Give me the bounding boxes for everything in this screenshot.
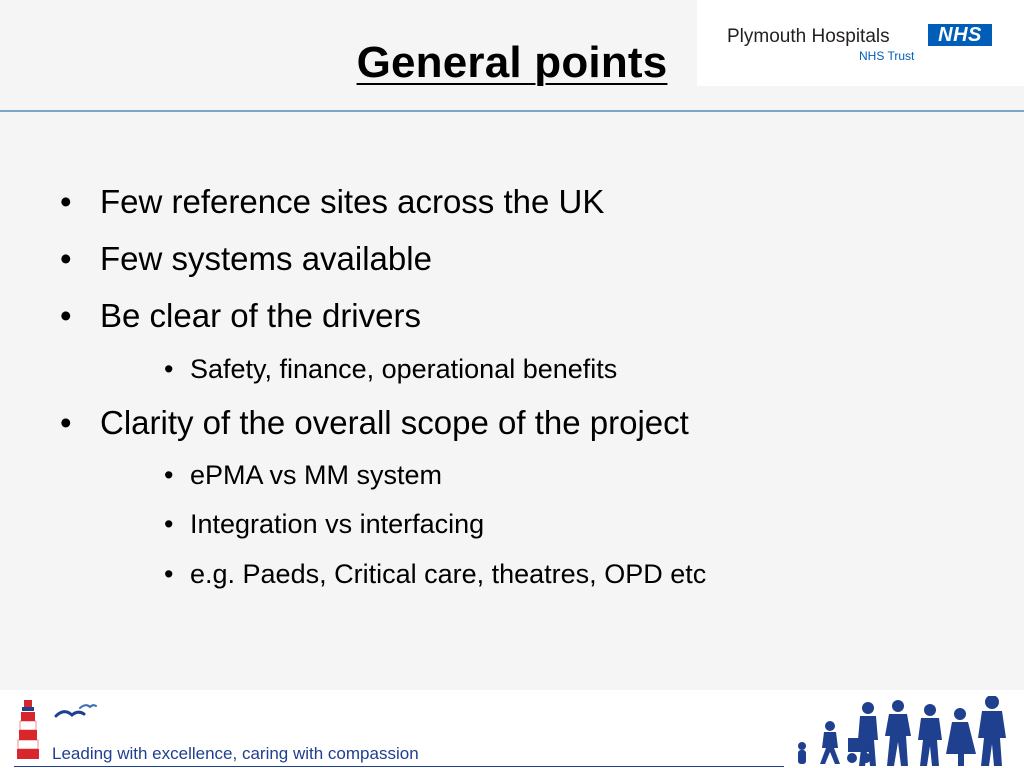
bullet-dot: • bbox=[60, 240, 72, 277]
bullet-dot: • bbox=[164, 509, 174, 539]
bullet-text: Few systems available bbox=[100, 240, 432, 277]
bullet-dot: • bbox=[164, 559, 174, 589]
bullet-text: e.g. Paeds, Critical care, theatres, OPD etc bbox=[190, 559, 707, 589]
bullet-text: ePMA vs MM system bbox=[190, 460, 443, 490]
slide-title: General points bbox=[356, 38, 668, 87]
birds-icon bbox=[54, 702, 98, 724]
footer-divider bbox=[14, 766, 784, 767]
bullet-dot: • bbox=[60, 404, 72, 441]
logo-hospital-name: Plymouth Hospitals bbox=[727, 26, 890, 47]
bullet-dot: • bbox=[164, 354, 174, 384]
bullet-text: Few reference sites across the UK bbox=[100, 183, 605, 220]
bullet-dot: • bbox=[60, 183, 72, 220]
nhs-badge: NHS bbox=[928, 24, 992, 46]
bullet-dot: • bbox=[60, 297, 72, 334]
logo-trust-name: NHS Trust bbox=[859, 49, 915, 63]
family-silhouettes-icon bbox=[790, 696, 1014, 768]
bullet-text: Integration vs interfacing bbox=[190, 509, 485, 539]
bullet-text: Be clear of the drivers bbox=[100, 297, 421, 334]
bullet-text: Safety, finance, operational benefits bbox=[190, 354, 618, 384]
footer-tagline: Leading with excellence, caring with compassion bbox=[52, 744, 419, 763]
bullet-text: Clarity of the overall scope of the project bbox=[100, 404, 689, 441]
bullet-dot: • bbox=[164, 460, 174, 490]
slide-footer bbox=[0, 690, 1024, 768]
lighthouse-icon bbox=[14, 700, 42, 760]
